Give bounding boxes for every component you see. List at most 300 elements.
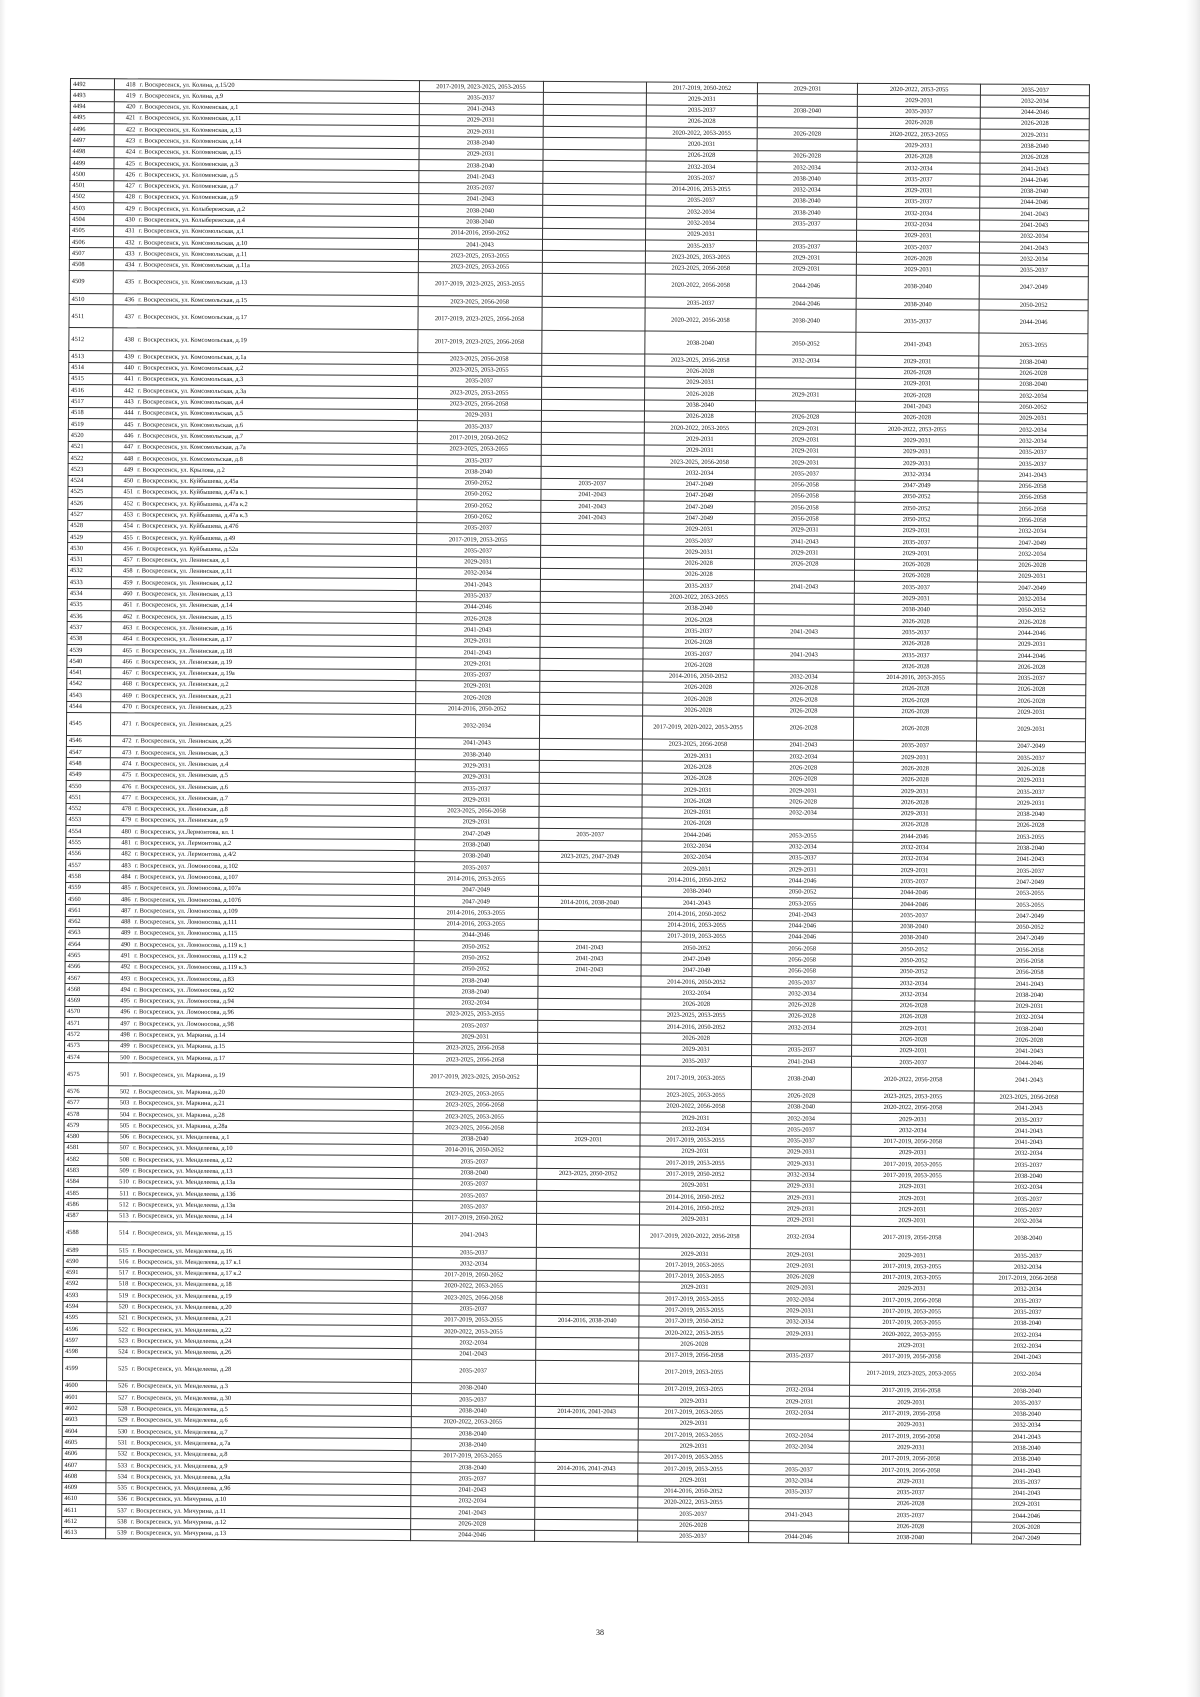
period-main-cell: 2026-2028 <box>416 613 540 625</box>
period-secondary-cell <box>537 1089 641 1101</box>
period-col-a-cell: 2017-2019, 2053-2055 <box>638 1429 749 1441</box>
period-col-c-cell: 2041-2043 <box>856 401 979 413</box>
period-secondary-cell <box>535 1451 639 1463</box>
period-main-cell: 2023-2025, 2056-2058 <box>415 805 539 817</box>
period-col-d-cell: 2017-2019, 2056-2058 <box>973 1273 1082 1285</box>
scan-left-edge <box>0 0 6 1697</box>
row-number-cell: 506 <box>108 1131 131 1142</box>
address-cell: г. Воскресенск, ул. Маркина, д.20 <box>131 1086 412 1099</box>
period-main-cell: 2041-2043 <box>418 239 542 251</box>
address-cell: г. Воскресенск, ул. Менделеева, д.1 <box>131 1132 412 1145</box>
period-col-a-cell: 2044-2046 <box>642 829 753 841</box>
row-number-cell: 480 <box>110 826 133 837</box>
period-main-cell: 2041-2043 <box>416 579 540 591</box>
period-secondary-cell <box>537 1032 641 1044</box>
register-sheet <box>61 78 1090 1545</box>
period-secondary-cell <box>543 149 647 161</box>
period-main-cell: 2017-2019, 2023-2025, 2053-2055 <box>419 81 543 93</box>
row-id-cell: 4604 <box>62 1426 106 1438</box>
address-cell: г. Воскресенск, ул. Менделеева, д.13 <box>131 1165 412 1178</box>
period-col-c-cell: 2017-2019, 2023-2025, 2053-2055 <box>850 1362 973 1386</box>
address-cell: г. Воскресенск, ул. Ленинская, д.13 <box>134 588 415 601</box>
period-col-d-cell: 2044-2046 <box>975 1057 1084 1069</box>
period-col-a-cell: 2026-2028 <box>645 366 756 378</box>
period-secondary-cell <box>534 1519 638 1531</box>
period-col-a-cell: 2029-2031 <box>640 1214 751 1226</box>
row-number-cell: 439 <box>113 351 136 362</box>
period-col-a-cell: 2014-2016, 2053-2055 <box>641 920 752 932</box>
row-id-cell: 4495 <box>70 112 114 124</box>
period-secondary-cell: 2014-2016, 2038-2040 <box>535 1315 639 1327</box>
period-col-c-cell: 2032-2034 <box>857 219 980 231</box>
period-col-c-cell: 2035-2037 <box>857 241 980 253</box>
row-id-cell: 4541 <box>67 667 111 679</box>
period-col-b-cell: 2032-2034 <box>754 671 855 683</box>
period-col-a-cell: 2029-2031 <box>645 377 756 389</box>
address-cell: г. Воскресенск, ул. Менделеева, д.8 <box>129 1449 410 1462</box>
period-col-b-cell: 2035-2037 <box>749 1464 850 1476</box>
address-cell: г. Воскресенск, ул. Маркина, д.28а <box>131 1120 412 1133</box>
period-main-cell: 2050-2052 <box>414 941 538 953</box>
period-col-b-cell <box>749 1452 850 1464</box>
row-number-cell: 437 <box>113 305 136 328</box>
period-col-d-cell: 2032-2034 <box>975 1012 1084 1024</box>
period-col-d-cell: 2032-2034 <box>973 1284 1082 1296</box>
period-col-c-cell: 2026-2028 <box>856 390 979 402</box>
row-id-cell: 4527 <box>68 509 112 521</box>
row-id-cell: 4500 <box>70 169 114 181</box>
row-number-cell: 445 <box>112 419 135 430</box>
period-secondary-cell: 2029-2031 <box>537 1134 641 1146</box>
period-col-c-cell: 2029-2031 <box>851 1215 974 1227</box>
period-col-a-cell: 2035-2037 <box>646 195 757 207</box>
period-secondary-cell <box>541 388 645 400</box>
address-cell: г. Воскресенск, ул. Ломоносова, д.96 <box>132 1007 413 1020</box>
address-cell: г. Воскресенск, ул. Менделеева, д.10 <box>131 1143 412 1156</box>
period-secondary-cell: 2041-2043 <box>540 512 644 524</box>
period-main-cell: 2029-2031 <box>419 126 543 138</box>
period-col-c-cell: 2017-2019, 2056-2058 <box>849 1464 972 1476</box>
period-main-cell: 2035-2037 <box>412 1156 536 1168</box>
period-col-b-cell: 2029-2031 <box>750 1283 851 1295</box>
row-id-cell: 4514 <box>69 362 113 374</box>
period-col-a-cell: 2047-2049 <box>641 965 752 977</box>
row-number-cell: 537 <box>106 1505 129 1516</box>
row-number-cell: 430 <box>114 214 137 225</box>
row-id-cell: 4543 <box>67 690 111 702</box>
address-cell: г. Воскресенск, ул. Менделеева, д.7а <box>129 1437 410 1450</box>
period-main-cell: 2041-2043 <box>418 171 542 183</box>
period-col-b-cell: 2035-2037 <box>751 1045 852 1057</box>
period-col-a-cell: 2023-2025, 2056-2058 <box>645 263 756 275</box>
period-col-d-cell: 2053-2055 <box>979 333 1088 357</box>
period-col-a-cell: 2017-2019, 2053-2055 <box>641 931 752 943</box>
row-number-cell: 458 <box>112 566 135 577</box>
row-number-cell: 503 <box>108 1098 131 1109</box>
period-col-d-cell: 2050-2052 <box>979 299 1088 311</box>
row-id-cell: 4589 <box>63 1244 107 1256</box>
period-col-b-cell: 2029-2031 <box>756 252 857 264</box>
period-secondary-cell: 2035-2037 <box>541 478 645 490</box>
row-id-cell: 4603 <box>62 1414 106 1426</box>
period-col-c-cell: 2026-2028 <box>852 1011 975 1023</box>
address-cell: г. Воскресенск, ул. Менделеева, д.28 <box>130 1358 412 1383</box>
period-secondary-cell <box>537 1021 641 1033</box>
period-col-c-cell: 2029-2031 <box>856 435 979 447</box>
period-col-b-cell: 2056-2058 <box>755 479 856 491</box>
row-id-cell: 4610 <box>62 1493 106 1505</box>
period-secondary-cell <box>541 410 645 422</box>
period-secondary-cell <box>540 546 644 558</box>
period-col-c-cell: 2032-2034 <box>857 208 980 220</box>
period-main-cell: 2029-2031 <box>416 635 540 647</box>
period-col-a-cell: 2032-2034 <box>646 206 757 218</box>
period-col-c-cell: 2026-2028 <box>852 1034 975 1046</box>
address-cell: г. Воскресенск, ул. Ленинская, д.21 <box>134 690 415 703</box>
row-id-cell: 4515 <box>69 373 113 385</box>
period-col-c-cell: 2032-2034 <box>851 1125 974 1137</box>
row-id-cell: 4608 <box>62 1471 106 1483</box>
period-main-cell: 2035-2037 <box>417 455 541 467</box>
period-col-b-cell: 2035-2037 <box>756 241 857 253</box>
row-id-cell: 4494 <box>70 101 114 113</box>
period-col-a-cell: 2047-2049 <box>644 479 755 491</box>
period-col-c-cell: 2017-2019, 2053-2055 <box>850 1261 973 1273</box>
period-secondary-cell <box>537 987 641 999</box>
period-secondary-cell <box>535 1395 639 1407</box>
period-main-cell: 2035-2037 <box>412 1247 536 1259</box>
period-col-a-cell: 2029-2031 <box>638 1418 749 1430</box>
period-col-d-cell: 2029-2031 <box>972 1499 1081 1511</box>
period-col-b-cell: 2056-2058 <box>755 491 856 503</box>
period-col-c-cell: 2026-2028 <box>854 638 977 650</box>
period-col-d-cell: 2026-2028 <box>979 368 1088 380</box>
period-secondary-cell <box>539 704 643 716</box>
period-col-b-cell: 2053-2055 <box>752 898 853 910</box>
period-col-b-cell: 2041-2043 <box>754 536 855 548</box>
row-id-cell: 4510 <box>69 294 113 306</box>
period-secondary-cell <box>539 772 643 784</box>
period-secondary-cell <box>541 422 645 434</box>
period-main-cell: 2038-2040 <box>411 1405 535 1417</box>
period-col-b-cell: 2041-2043 <box>753 740 854 752</box>
address-cell: г. Воскресенск, ул. Менделеева, д.13в <box>131 1199 412 1212</box>
period-col-a-cell: 2017-2019, 2053-2055 <box>639 1304 750 1316</box>
period-secondary-cell <box>542 262 646 274</box>
address-cell: г. Воскресенск, ул. Ленинская, д.18 <box>134 645 415 658</box>
period-col-b-cell: 2056-2058 <box>752 954 853 966</box>
address-cell: г. Воскресенск, ул. Менделеева, д.18 <box>130 1279 411 1292</box>
period-secondary-cell <box>541 455 645 467</box>
row-number-cell: 461 <box>111 600 134 611</box>
address-cell: г. Воскресенск, ул. Ленинская, д.19а <box>134 668 415 681</box>
period-main-cell: 2050-2052 <box>414 963 538 975</box>
period-secondary-cell: 2041-2043 <box>538 964 642 976</box>
period-col-b-cell <box>756 230 857 242</box>
period-col-b-cell: 2029-2031 <box>754 547 855 559</box>
row-number-cell: 521 <box>107 1313 130 1324</box>
address-cell: г. Воскресенск, ул. Комсомольская, д.11а <box>136 260 417 273</box>
period-secondary-cell <box>543 93 647 105</box>
period-col-d-cell: 2047-2049 <box>977 741 1086 753</box>
period-col-a-cell: 2017-2019, 2053-2055 <box>639 1293 750 1305</box>
period-col-c-cell: 2026-2028 <box>854 763 977 775</box>
period-main-cell: 2041-2043 <box>419 103 543 115</box>
row-id-cell: 4580 <box>64 1131 108 1143</box>
period-col-c-cell: 2038-2040 <box>856 298 979 310</box>
period-secondary-cell <box>542 240 646 252</box>
row-number-cell: 444 <box>112 408 135 419</box>
address-cell: г. Воскресенск, ул. Менделеева, д.20 <box>130 1301 411 1314</box>
period-col-c-cell: 2029-2031 <box>855 548 978 560</box>
period-col-a-cell: 2029-2031 <box>644 524 755 536</box>
period-col-a-cell: 2047-2049 <box>644 501 755 513</box>
period-col-a-cell: 2047-2049 <box>644 513 755 525</box>
period-col-d-cell: 2041-2043 <box>980 163 1089 175</box>
period-col-a-cell: 2020-2022, 2056-2058 <box>645 274 756 298</box>
period-main-cell: 2017-2019, 2053-2055 <box>411 1450 535 1462</box>
address-cell: г. Воскресенск, ул. Маркина, д.28 <box>131 1109 412 1122</box>
period-col-a-cell: 2032-2034 <box>646 161 757 173</box>
period-secondary-cell <box>542 172 646 184</box>
period-main-cell: 2035-2037 <box>415 669 539 681</box>
row-id-cell: 4582 <box>64 1154 108 1166</box>
period-main-cell: 2023-2025, 2056-2058 <box>413 1099 537 1111</box>
row-id-cell: 4586 <box>64 1199 108 1211</box>
address-cell: г. Воскресенск, ул. Ломоносова, д.107б <box>133 894 414 907</box>
period-secondary-cell <box>538 874 642 886</box>
period-col-b-cell: 2029-2031 <box>751 1181 852 1193</box>
period-col-d-cell: 2038-2040 <box>980 186 1089 198</box>
period-col-b-cell: 2035-2037 <box>749 1350 850 1362</box>
row-id-cell: 4507 <box>69 248 113 260</box>
row-id-cell: 4602 <box>62 1403 106 1415</box>
period-secondary-cell <box>537 1055 641 1067</box>
row-number-cell: 495 <box>109 995 132 1006</box>
row-number-cell: 492 <box>109 962 132 973</box>
period-col-c-cell: 2032-2034 <box>853 853 976 865</box>
period-main-cell: 2023-2025, 2053-2055 <box>413 1111 537 1123</box>
period-col-c-cell: 2017-2019, 2056-2058 <box>851 1226 974 1250</box>
period-main-cell: 2038-2040 <box>411 1439 535 1451</box>
period-col-d-cell: 2038-2040 <box>975 1023 1084 1035</box>
row-id-cell: 4581 <box>64 1142 108 1154</box>
period-col-a-cell: 2017-2019, 2053-2055 <box>639 1361 750 1385</box>
period-col-c-cell: 2035-2037 <box>855 536 978 548</box>
address-cell: г. Воскресенск, ул. Ленинская, д.17 <box>134 634 415 647</box>
period-secondary-cell <box>542 183 646 195</box>
period-secondary-cell <box>534 1496 638 1508</box>
period-col-c-cell: 2026-2028 <box>849 1498 972 1510</box>
period-col-a-cell: 2038-2040 <box>645 331 756 355</box>
period-main-cell: 2029-2031 <box>413 1031 537 1043</box>
row-id-cell: 4531 <box>68 554 112 566</box>
period-secondary-cell <box>534 1530 638 1542</box>
address-cell: г. Воскресенск, ул. Маркина, д.21 <box>131 1098 412 1111</box>
period-col-d-cell: 2041-2043 <box>973 1352 1082 1364</box>
period-col-b-cell: 2044-2046 <box>752 932 853 944</box>
row-id-cell: 4508 <box>69 259 113 271</box>
address-cell: г. Воскресенск, ул. Ленинская, д.14 <box>134 600 415 613</box>
address-cell: г. Воскресенск, ул. Ломоносова, д.102 <box>133 860 414 873</box>
address-cell: г. Воскресенск, ул. Маркина, д.19 <box>131 1063 413 1088</box>
period-col-b-cell: 2026-2028 <box>753 694 854 706</box>
period-col-d-cell: 2035-2037 <box>978 458 1087 470</box>
period-col-d-cell: 2026-2028 <box>977 763 1086 775</box>
period-col-d-cell: 2035-2037 <box>978 447 1087 459</box>
row-number-cell: 522 <box>107 1324 130 1335</box>
row-number-cell: 490 <box>109 939 132 950</box>
period-col-a-cell: 2038-2040 <box>642 886 753 898</box>
period-main-cell: 2023-2025, 2053-2055 <box>418 261 542 273</box>
period-main-cell: 2032-2034 <box>411 1337 535 1349</box>
row-id-cell: 4598 <box>63 1346 107 1358</box>
address-cell: г. Воскресенск, ул. Куйбышева, д.47а к.1 <box>135 487 416 500</box>
row-id-cell: 4575 <box>64 1063 108 1086</box>
period-col-b-cell <box>748 1520 849 1532</box>
period-secondary-cell <box>540 647 644 659</box>
address-cell: г. Воскресенск, ул. Ломоносова, д.107 <box>133 871 414 884</box>
period-col-d-cell: 2029-2031 <box>977 718 1086 742</box>
period-col-b-cell: 2029-2031 <box>749 1396 850 1408</box>
row-number-cell: 423 <box>114 135 137 146</box>
period-col-d-cell: 2032-2034 <box>974 1148 1083 1160</box>
period-col-a-cell: 2035-2037 <box>643 580 754 592</box>
address-cell: г. Воскресенск, ул. Менделеева, д.14 <box>131 1211 412 1224</box>
address-cell: г. Воскресенск, ул. Коломенская, д.9 <box>137 192 418 205</box>
period-secondary-cell <box>542 228 646 240</box>
period-col-d-cell: 2026-2028 <box>977 616 1086 628</box>
row-number-cell: 508 <box>108 1154 131 1165</box>
address-cell: г. Воскресенск, ул. Ленинская, д.16 <box>134 622 415 635</box>
period-col-c-cell: 2038-2040 <box>856 275 979 299</box>
period-col-d-cell: 2026-2028 <box>978 560 1087 572</box>
row-id-cell: 4570 <box>65 1006 109 1018</box>
period-col-b-cell <box>755 378 856 390</box>
period-col-a-cell: 2017-2019, 2020-2022, 2056-2058 <box>639 1225 750 1249</box>
row-id-cell: 4520 <box>68 430 112 442</box>
period-main-cell: 2017-2019, 2023-2025, 2050-2052 <box>413 1065 537 1089</box>
period-col-a-cell: 2026-2028 <box>642 773 753 785</box>
address-cell: г. Воскресенск, ул. Коломенская, д.1 <box>137 102 418 115</box>
period-main-cell: 2035-2037 <box>411 1394 535 1406</box>
period-main-cell: 2017-2019, 2023-2025, 2056-2058 <box>417 330 541 354</box>
period-col-b-cell: 2032-2034 <box>752 988 853 1000</box>
period-main-cell: 2023-2025, 2056-2058 <box>417 353 541 365</box>
row-number-cell: 539 <box>106 1528 129 1539</box>
row-id-cell: 4564 <box>65 939 109 951</box>
period-col-c-cell: 2029-2031 <box>852 1045 975 1057</box>
period-col-b-cell: 2044-2046 <box>752 875 853 887</box>
row-number-cell: 435 <box>113 271 136 294</box>
period-secondary-cell <box>538 919 642 931</box>
period-secondary-cell <box>541 331 645 355</box>
address-cell: г. Воскресенск, ул. Лермонтова, д.2 <box>133 837 414 850</box>
row-number-cell: 440 <box>113 362 136 373</box>
period-main-cell: 2017-2019, 2053-2055 <box>416 534 540 546</box>
period-main-cell: 2026-2028 <box>410 1518 534 1530</box>
period-main-cell: 2035-2037 <box>417 376 541 388</box>
period-col-d-cell: 2032-2034 <box>973 1329 1082 1341</box>
period-secondary-cell <box>539 681 643 693</box>
repair-schedule-table <box>61 78 1090 1545</box>
address-cell: г. Воскресенск, ул. Колыбережская, д.2 <box>137 203 418 216</box>
period-col-b-cell: 2026-2028 <box>751 1090 852 1102</box>
row-number-cell: 475 <box>110 769 133 780</box>
row-number-cell: 469 <box>111 690 134 701</box>
row-number-cell: 450 <box>112 475 135 486</box>
period-col-d-cell: 2056-2058 <box>975 944 1084 956</box>
period-secondary-cell <box>539 693 643 705</box>
row-id-cell: 4518 <box>68 407 112 419</box>
address-cell: г. Воскресенск, ул. Колыбережская, д.4 <box>137 214 418 227</box>
row-number-cell: 460 <box>111 588 134 599</box>
period-col-b-cell: 2032-2034 <box>750 1316 851 1328</box>
row-number-cell: 470 <box>111 701 134 712</box>
period-col-c-cell: 2029-2031 <box>851 1147 974 1159</box>
address-cell: г. Воскресенск, ул. Менделеева, д.5 <box>129 1403 410 1416</box>
period-col-c-cell: 2041-2043 <box>856 333 979 357</box>
period-main-cell: 2029-2031 <box>414 817 538 829</box>
row-number-cell: 485 <box>110 882 133 893</box>
row-number-cell: 464 <box>111 634 134 645</box>
period-col-c-cell: 2029-2031 <box>856 378 979 390</box>
period-col-d-cell: 2038-2040 <box>974 1227 1083 1251</box>
period-col-c-cell: 2017-2019, 2056-2058 <box>849 1453 972 1465</box>
period-col-c-cell: 2035-2037 <box>855 582 978 594</box>
address-cell: г. Воскресенск, ул. Коломенская, д.14 <box>137 135 418 148</box>
period-col-c-cell: 2026-2028 <box>853 797 976 809</box>
row-number-cell: 474 <box>110 758 133 769</box>
row-id-cell: 4590 <box>63 1256 107 1268</box>
period-col-c-cell: 2044-2046 <box>853 831 976 843</box>
period-col-b-cell: 2026-2028 <box>757 128 858 140</box>
period-secondary-cell <box>535 1383 639 1395</box>
row-id-cell: 4536 <box>67 611 111 623</box>
row-id-cell: 4523 <box>68 464 112 476</box>
row-id-cell: 4561 <box>65 905 109 917</box>
row-id-cell: 4529 <box>68 532 112 544</box>
address-cell: г. Воскресенск, ул. Ленинская, д.6 <box>133 781 414 794</box>
period-col-d-cell: 2041-2043 <box>975 1046 1084 1058</box>
row-id-cell: 4547 <box>66 747 110 759</box>
period-col-c-cell: 2020-2022, 2053-2055 <box>850 1328 973 1340</box>
period-secondary-cell <box>535 1349 639 1361</box>
period-col-b-cell: 2056-2058 <box>755 513 856 525</box>
row-number-cell: 448 <box>112 453 135 464</box>
period-col-b-cell: 2032-2034 <box>749 1385 850 1397</box>
period-col-d-cell: 2029-2031 <box>977 707 1086 719</box>
row-number-cell: 515 <box>107 1245 130 1256</box>
period-col-a-cell: 2026-2028 <box>642 818 753 830</box>
period-col-c-cell: 2035-2037 <box>852 1056 975 1068</box>
period-main-cell: 2041-2043 <box>410 1507 534 1519</box>
row-id-cell: 4539 <box>67 645 111 657</box>
row-number-cell: 431 <box>114 226 137 237</box>
period-col-a-cell: 2032-2034 <box>646 218 757 230</box>
period-secondary-cell <box>541 365 645 377</box>
period-col-d-cell: 2050-2052 <box>979 402 1088 414</box>
period-col-a-cell: 2035-2037 <box>646 105 757 117</box>
row-id-cell: 4534 <box>67 588 111 600</box>
period-main-cell: 2035-2037 <box>417 421 541 433</box>
row-number-cell: 449 <box>112 464 135 475</box>
period-col-c-cell: 2020-2022, 2053-2055 <box>857 128 980 140</box>
address-cell: г. Воскресенск, ул. Комсомольская, д.3а <box>136 385 417 398</box>
period-main-cell: 2023-2025, 2053-2055 <box>413 1088 537 1100</box>
period-col-c-cell: 2017-2019, 2056-2058 <box>849 1430 972 1442</box>
period-col-c-cell: 2029-2031 <box>849 1476 972 1488</box>
